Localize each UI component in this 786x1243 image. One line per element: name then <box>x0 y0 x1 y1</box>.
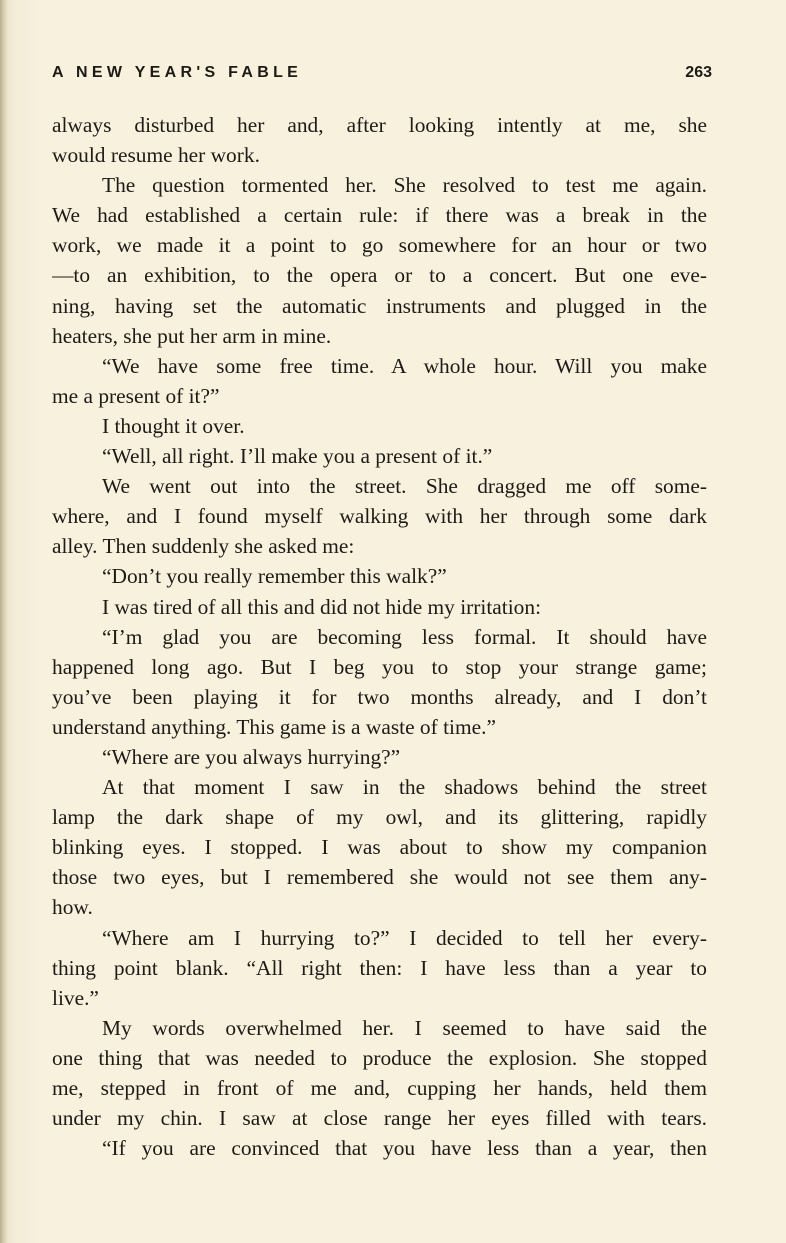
text-line: “I’m glad you are becoming less formal. It should have <box>102 624 707 649</box>
text-line: “We have some free time. A whole hour. Will you make <box>102 353 707 378</box>
text-line: We had established a certain rule: if there was a break in the <box>52 203 707 228</box>
text-line: I was tired of all this and did not hide my irritation: <box>102 594 542 619</box>
text-line: “Where are you always hurrying?” <box>102 744 401 769</box>
page-number: 263 <box>685 64 712 81</box>
text-line: heaters, she put her arm in mine. <box>52 323 332 348</box>
text-line: always disturbed her and, after looking intently at me, she <box>52 113 707 137</box>
text-line: happened long ago. But I beg you to stop your strange game; <box>52 654 707 679</box>
text-line: understand anything. This game is a waste of time.” <box>52 714 496 739</box>
text-line: one thing that was needed to produce the explosion. She stopped <box>52 1045 707 1070</box>
text-line: My words overwhelmed her. I seemed to have said the <box>102 1015 707 1040</box>
text-line: lamp the dark shape of my owl, and its glittering, rapidly <box>52 805 707 830</box>
text-line: alley. Then suddenly she asked me: <box>52 534 355 559</box>
page-header <box>52 62 712 86</box>
text-line: I thought it over. <box>102 413 245 438</box>
text-line: you’ve been playing it for two months already, and I don’t <box>52 684 707 709</box>
text-line: thing point blank. “All right then: I have less than a year to <box>52 955 707 980</box>
text-line: how. <box>52 895 93 920</box>
text-line: me a present of it?” <box>52 383 220 408</box>
running-title: A NEW YEAR'S FABLE <box>52 64 303 81</box>
text-line: those two eyes, but I remembered she would not see them any- <box>52 865 707 890</box>
text-line: blinking eyes. I stopped. I was about to show my companion <box>52 835 707 860</box>
text-line: “Don’t you really remember this walk?” <box>102 564 447 589</box>
text-line: At that moment I saw in the shadows behind the street <box>102 775 707 800</box>
text-line: ning, having set the automatic instruments and plugged in the <box>52 293 707 318</box>
text-line: We went out into the street. She dragged me off some- <box>102 474 707 499</box>
text-line: would resume her work. <box>52 143 260 168</box>
text-line: where, and I found myself walking with her through some dark <box>52 504 707 529</box>
text-line: “Well, all right. I’ll make you a present of it.” <box>102 444 493 469</box>
gutter-shadow <box>0 0 8 1243</box>
text-line: me, stepped in front of me and, cupping her hands, held them <box>52 1076 707 1100</box>
body-text <box>52 110 707 1163</box>
text-line: live.” <box>52 985 99 1010</box>
text-line: —to an exhibition, to the opera or to a concert. But one eve- <box>52 263 707 288</box>
text-line: “Where am I hurrying to?” I decided to tell her every- <box>102 925 707 950</box>
text-line: work, we made it a point to go somewhere for an hour or two <box>52 233 707 258</box>
text-line: “If you are convinced that you have less than a year, then <box>102 1136 707 1161</box>
text-line: under my chin. I saw at close range her eyes filled with tears. <box>52 1106 707 1131</box>
text-line: The question tormented her. She resolved to test me again. <box>102 173 707 198</box>
